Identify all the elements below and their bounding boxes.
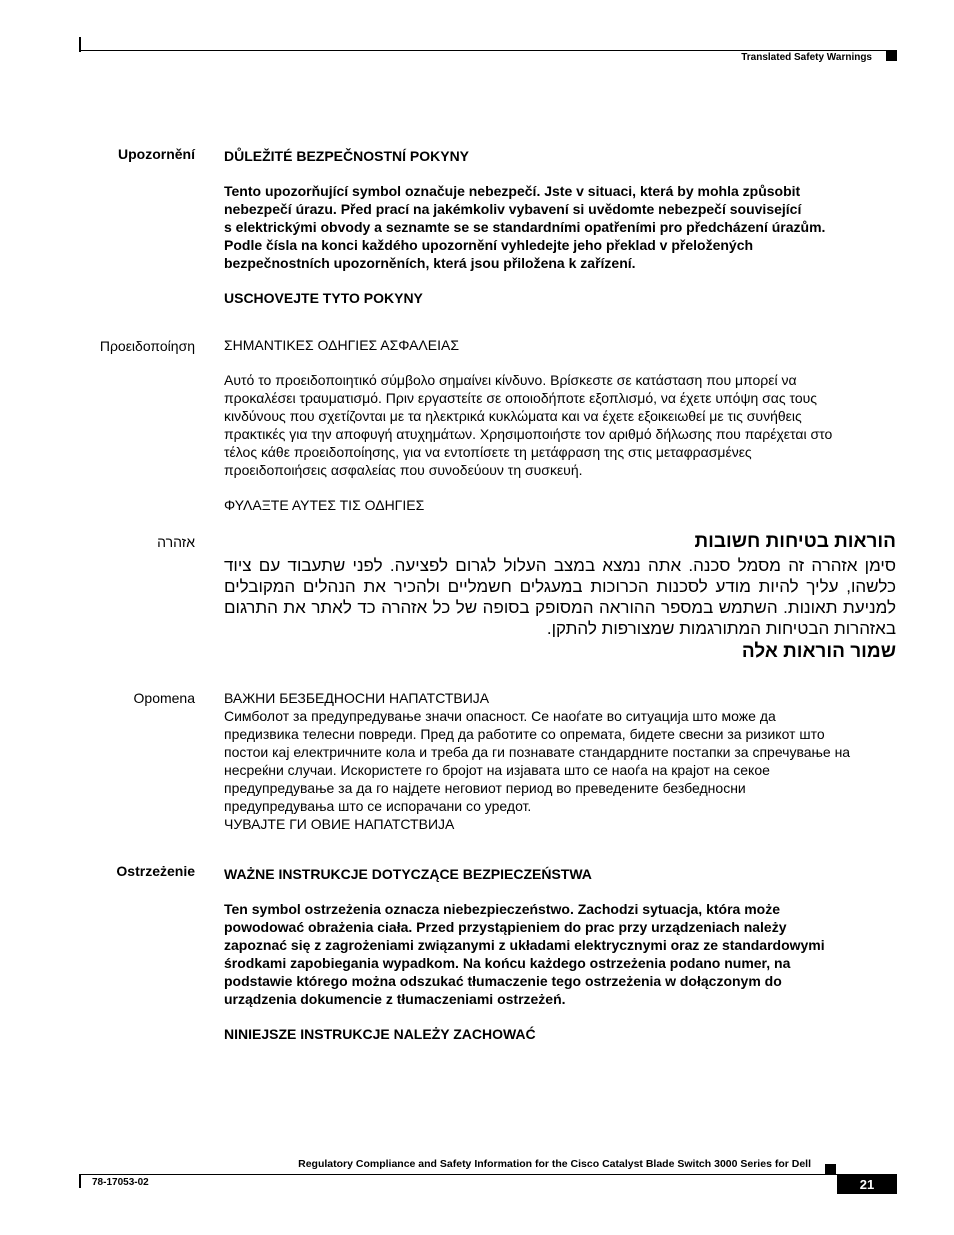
footer-rule — [79, 1174, 897, 1175]
warning-line: Podle čísla na konci každého upozornění vyhledejte jeho překlad v přeložených — [224, 237, 754, 253]
warning-line: s elektrickými obvody a seznamte se se standardními opatřeními pro předcházení úrazům. — [224, 219, 826, 235]
warning-label-macedonian: Opomena — [133, 690, 195, 706]
warning-line: Ten symbol ostrzeżenia oznacza niebezpieczeństwo. Zachodzi sytuacja, która może — [224, 901, 781, 917]
warning-line: предупредување за да го најдете неговиот период во преведените безбедносни — [224, 780, 746, 796]
warning-line: powodować obrażenia ciała. Przed przystąpieniem do prac przy urządzeniach należy — [224, 919, 787, 935]
warning-line: τέλος κάθε προειδοποίησης, για να εντοπίσετε τη μετάφραση της στις μεταφρασμένες — [224, 444, 752, 460]
warning-line: προειδοποιήσεις ασφαλείας που συνοδεύουν τη συσκευή. — [224, 462, 583, 478]
warning-line: podstawie którego można odszukać tłumaczenie tego ostrzeżenia w dołączonym do — [224, 973, 782, 989]
running-header-title: Translated Safety Warnings — [741, 52, 872, 63]
document-number: 78-17053-02 — [92, 1177, 149, 1188]
warning-line: предупредувања што се испорачани со уредот. — [224, 798, 532, 814]
warning-line: προκαλέσει τραυματισμό. Πριν εργαστείτε σε οποιοδήποτε εξοπλισμό, να έχετε υπόψη σας τους — [224, 390, 818, 406]
warning-heading: ΣΗΜΑΝΤΙΚΕΣ ΟΔΗΓΙΕΣ ΑΣΦΑΛΕΙΑΣ — [224, 337, 459, 353]
warning-line: urządzenia dokumencie z tłumaczeniami ostrzeżeń. — [224, 991, 566, 1007]
warning-line: środkami zapobiegania wypadkom. Na końcu każdego ostrzeżenia podano numer, na — [224, 955, 791, 971]
warning-footer-instruction: NINIEJSZE INSTRUKCJE NALEŻY ZACHOWAĆ — [224, 1026, 536, 1042]
warning-line: κινδύνους που σχετίζονται με τα ηλεκτρικά κυκλώματα και να έχετε εξοικειωθεί με τις συνήθεις — [224, 408, 802, 424]
warning-line: постои кај електричните кола и треба да ги познавате стандардните постапки за спречување на — [224, 744, 851, 760]
warning-heading: הוראות בטיחות חשובות — [694, 531, 896, 552]
warning-block-hebrew — [224, 529, 896, 665]
warning-label-czech: Upozornění — [118, 146, 195, 162]
warning-label-greek: Προειδοποίηση — [99, 338, 195, 354]
warning-body: סימן אזהרה זה מסמל סכנה. אתה נמצא במצב העלול לגרום לפציעה. לפני שתעבוד עם ציוד כלשהו, עליך להיות מודע לסכנות הכרוכות במעגלים חשמליים ולהכיר את הנהלים המקובלים למניעת תאונות. השתמש במספר ההוראה המסופק בסופה של כל אזהרה כד לאתר את התרגום באזהרות הבטיחות המתורגמות שמצורפות להתקן. — [224, 556, 896, 638]
warning-line: zapoznać się z zagrożeniami związanymi z układami elektrycznymi oraz ze standardowymi — [224, 937, 825, 953]
warning-line: несреќни случаи. Искористете го бројот на изјавата што се наоѓа на крајот на секое — [224, 762, 770, 778]
warning-line: Tento upozorňující symbol označuje nebezpečí. Jste v situaci, která by mohla způsobit — [224, 183, 801, 199]
warning-line: предизвика телесни повреди. Пред да работите со опремата, бидете свесни за ризикот што — [224, 726, 825, 742]
warning-footer-instruction: ΦΥΛΑΞΤΕ ΑΥΤΕΣ ΤΙΣ ΟΔΗΓΙΕΣ — [224, 497, 425, 513]
warning-block-czech — [224, 147, 896, 307]
warning-footer-instruction: ЧУВАЈТЕ ГИ ОВИЕ НАПАТСТВИЈА — [224, 816, 455, 832]
header-rule — [79, 50, 897, 51]
warning-line: nebezpečí úrazu. Před prací na jakémkoliv vybavení si uvědomte nebezpečí související — [224, 201, 802, 217]
warning-line: πρακτικές για την αποφυγή ατυχημάτων. Χρησιμοποιήστε τον αριθμό δήλωσης που παρέχεται στο — [224, 426, 833, 442]
warning-block-greek — [224, 336, 896, 514]
warning-line: bezpečnostních upozorněních, která jsou přiložena k zařízení. — [224, 255, 636, 271]
warning-heading: ВАЖНИ БЕЗБЕДНОСНИ НАПАТСТВИЈА — [224, 690, 490, 706]
warning-block-polish — [224, 865, 896, 1043]
warning-heading: DŮLEŽITÉ BEZPEČNOSTNÍ POKYNY — [224, 148, 470, 164]
warning-heading: WAŻNE INSTRUKCJE DOTYCZĄCE BEZPIECZEŃSTWA — [224, 866, 592, 882]
warning-label-polish: Ostrzeżenie — [116, 863, 195, 879]
warning-footer-instruction: USCHOVEJTE TYTO POKYNY — [224, 290, 423, 306]
page-number: 21 — [837, 1175, 897, 1194]
footer-document-title: Regulatory Compliance and Safety Information for the Cisco Catalyst Blade Switch 3000 Series for Dell — [298, 1158, 811, 1170]
warning-line: Αυτό το προειδοποιητικό σύμβολο σημαίνει κίνδυνο. Βρίσκεστε σε κατάσταση που μπορεί να — [224, 372, 797, 388]
warning-line: Симболот за предупредување значи опасност. Се наоѓате во ситуација што може да — [224, 708, 776, 724]
warning-footer-instruction: שמור הוראות אלה — [741, 641, 896, 662]
warning-label-hebrew: אזהרה — [157, 534, 195, 550]
footer-left-bar — [79, 1174, 81, 1188]
header-square-marker — [886, 50, 897, 61]
warning-block-macedonian — [224, 689, 896, 833]
